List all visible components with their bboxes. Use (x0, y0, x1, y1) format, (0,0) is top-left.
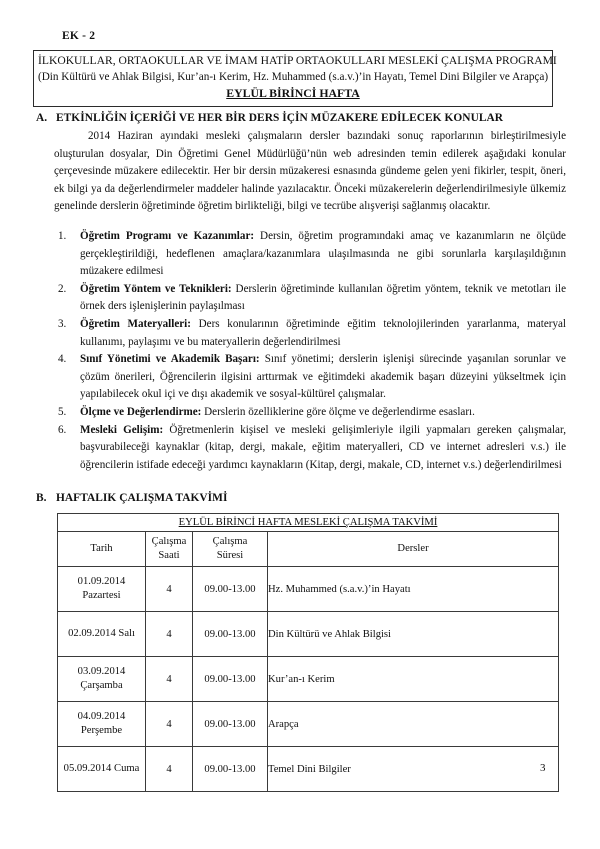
discussion-topics-list (54, 228, 566, 474)
cell-date-line2: Salı (118, 627, 135, 639)
cell-date-line2: Çarşamba (80, 680, 123, 691)
cell-lesson: Temel Dini Bilgiler (268, 747, 559, 792)
list-item (54, 316, 566, 351)
annex-label: EK - 2 (62, 30, 96, 42)
cell-date-line1: 01.09.2014 (77, 575, 126, 587)
table-row (58, 612, 559, 657)
list-item (54, 351, 566, 404)
cell-date (58, 747, 146, 792)
program-title: İLKOKULLAR, ORTAOKULLAR VE İMAM HATİP ORTAOKULLARI MESLEKİ ÇALIŞMA PROGRAMI (38, 54, 557, 67)
program-subtitle: (Din Kültürü ve Ahlak Bilgisi, Kur’an-ı Kerim, Hz. Muhammed (s.a.v.)’in Hayatı, Temel Dini Bilgiler ve Arapça) (38, 71, 549, 83)
list-item-marker: 6. (58, 423, 67, 436)
cell-hours: 4 (146, 567, 193, 612)
section-a-intro-paragraph: 2014 Haziran ayındaki mesleki çalışmaların dersler bazındaki sonuç raporlarının birleştirilmesiyle oluşturulan dosyalar, Din Öğretimi Genel Müdürlüğü’nün web adresinden temin edilerek aşağıdaki konular çerçevesinde müzakere edilecektir. Her bir dersin müzakeresi esnasında gündeme gelen yeni fikirler, tespit, öneri, ek bilgi ya da değerlendirmeler maddeler halinde yazılacaktır. Önceki müzakerelerin değerlendirilmesiyle ülkemiz genelinde derslerin öğretiminde öğretim birlikteliği, bilgi ve tecrübe alışverişi sağlanmış olacaktır. (54, 130, 566, 213)
cell-date-line1: 04.09.2014 (77, 710, 126, 722)
table-row (58, 702, 559, 747)
list-item-marker: 1. (58, 230, 67, 242)
list-item-lead: Öğretim Yöntem ve Teknikleri: (80, 282, 232, 295)
table-caption-row (58, 514, 559, 532)
table-row (58, 747, 559, 792)
cell-duration: 09.00-13.00 (193, 702, 268, 747)
column-header-hours (146, 532, 193, 567)
table-header-row (58, 532, 559, 567)
column-header-hours-line1: Çalışma (151, 536, 187, 547)
cell-duration: 09.00-13.00 (193, 657, 268, 702)
list-item (54, 422, 566, 475)
list-item-body: Derslerin öğretiminde kullanılan öğretim yöntem, teknik ve metotları ile örnek ders işlenişlerinin paylaşılması (80, 282, 566, 313)
column-header-duration (193, 532, 268, 567)
column-header-hours-line2: Saati (158, 550, 180, 561)
cell-hours: 4 (146, 702, 193, 747)
list-item-marker: 3. (58, 317, 67, 330)
table-row (58, 657, 559, 702)
list-item (54, 281, 566, 316)
cell-date-line1: 03.09.2014 (77, 665, 126, 677)
cell-lesson: Din Kültürü ve Ahlak Bilgisi (268, 612, 559, 657)
list-item-lead: Mesleki Gelişim: (80, 423, 164, 436)
column-header-lessons: Dersler (268, 532, 559, 567)
cell-duration: 09.00-13.00 (193, 747, 268, 792)
table-row (58, 567, 559, 612)
cell-date-line2: Perşembe (80, 725, 123, 736)
list-item (54, 404, 566, 422)
list-item-body: Öğretmenlerin kişisel ve mesleki gelişimleriyle ilgili yapmaları gereken çalışmalar, başvurabileceği kaynaklar (kitap, dergi, makale, eğitim materyalleri, CD ve internet adresleri v.s.) ile öğrencilerin istifade edeceği yardımcı kaynakların (Kitap, dergi, makale, CD, internet v.s.) değerlendirilmesi (80, 423, 566, 471)
column-header-date: Tarih (58, 532, 146, 567)
section-a-title: ETKİNLİĞİN İÇERİĞİ VE HER BİR DERS İÇİN MÜZAKERE EDİLECEK KONULAR (56, 112, 504, 124)
list-item-body: Dersin, öğretim programındaki amaç ve kazanımların ne ölçüde gerçekleştirildiği, hedeflenen amaçlara/kazanımlara ulaşılmasında ne gibi sorunlarla karşılaşıldığının müzakere edilmesi (80, 230, 566, 278)
list-item-body: Derslerin özelliklerine göre ölçme ve değerlendirme esasları. (201, 405, 475, 418)
column-header-duration-line1: Çalışma (212, 536, 248, 547)
cell-hours: 4 (146, 657, 193, 702)
cell-date (58, 702, 146, 747)
cell-date (58, 567, 146, 612)
section-a-letter: A. (36, 112, 48, 124)
cell-duration: 09.00-13.00 (193, 567, 268, 612)
cell-duration: 09.00-13.00 (193, 612, 268, 657)
column-header-duration-line2: Süresi (216, 550, 244, 561)
list-item (54, 228, 566, 281)
weekly-schedule-table (57, 513, 559, 792)
section-a-heading (36, 112, 503, 124)
list-item-body: Sınıf yönetimi; derslerin işlenişi sürecinde yaşanılan sorunlar ve çözüm önerileri, Öğrencilerin ilgisini arttırmak ve eğitimdeki akademik başarı düzeyini yükseltmek için yapılabilecek okul içi ve dışı akademik ve sosyal-kültürel çalışmalar. (80, 353, 566, 401)
list-item-marker: 2. (58, 282, 67, 295)
table-caption: EYLÜL BİRİNCİ HAFTA MESLEKİ ÇALIŞMA TAKVİMİ (58, 514, 559, 532)
cell-date (58, 612, 146, 657)
cell-date-line1: 05.09.2014 (63, 762, 112, 774)
cell-lesson: Arapça (268, 702, 559, 747)
cell-hours: 4 (146, 612, 193, 657)
cell-date-line2: Pazartesi (82, 590, 121, 601)
list-item-lead: Öğretim Materyalleri: (80, 317, 191, 330)
cell-date-line2: Cuma (114, 762, 140, 774)
title-box (33, 50, 557, 107)
section-b-title: HAFTALIK ÇALIŞMA TAKVİMİ (56, 492, 228, 504)
page-number: 3 (540, 762, 546, 774)
list-item-marker: 4. (58, 353, 67, 366)
cell-lesson: Kur’an-ı Kerim (268, 657, 559, 702)
list-item-lead: Öğretim Programı ve Kazanımlar: (80, 230, 255, 242)
cell-date (58, 657, 146, 702)
list-item-lead: Sınıf Yönetimi ve Akademik Başarı: (80, 353, 260, 366)
week-title: EYLÜL BİRİNCİ HAFTA (226, 86, 360, 100)
cell-date-line1: 02.09.2014 (68, 627, 116, 639)
list-item-marker: 5. (58, 405, 67, 418)
section-b-letter: B. (36, 492, 47, 504)
cell-hours: 4 (146, 747, 193, 792)
cell-lesson: Hz. Muhammed (s.a.v.)’in Hayatı (268, 567, 559, 612)
list-item-lead: Ölçme ve Değerlendirme: (80, 405, 202, 418)
list-item-body: Ders konularının öğretiminde eğitim teknolojilerinden yararlanma, materyal kullanımı, paylaşımı ve bu materyallerin değerlendirilmesi (80, 317, 567, 348)
section-b-heading (36, 492, 227, 504)
